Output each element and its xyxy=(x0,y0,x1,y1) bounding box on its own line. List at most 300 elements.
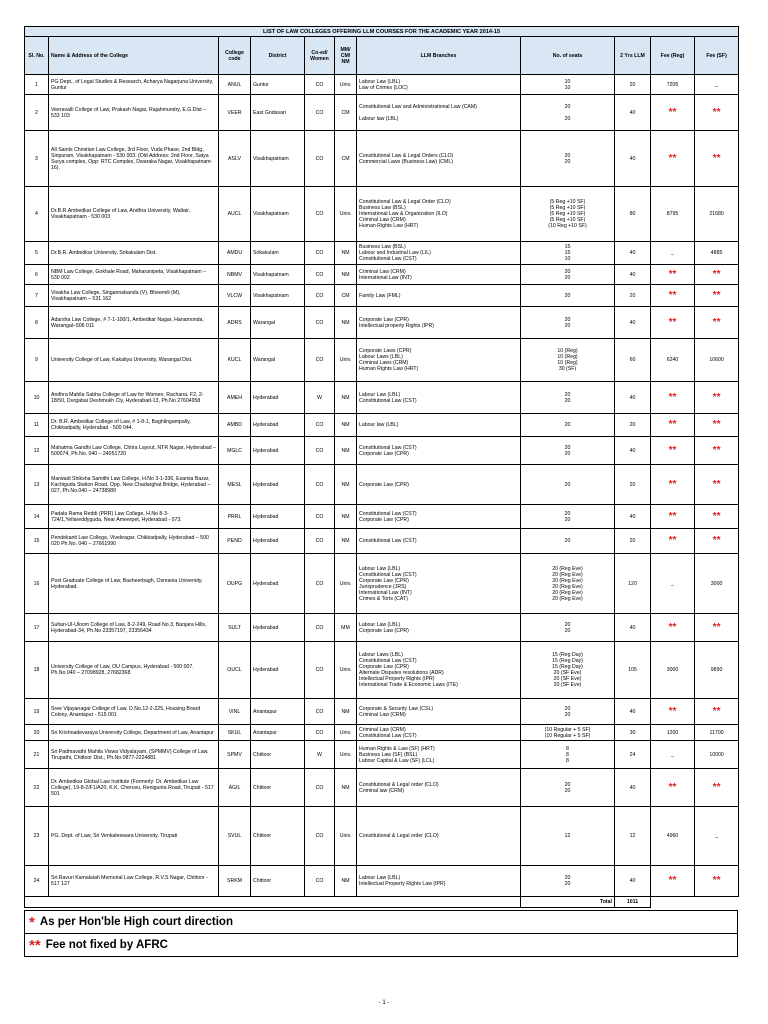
cell-name: University College of Law, Kakatiya University, Warangal Dist. xyxy=(49,339,219,382)
cell-name: University College of Law, OU Campus, Hyderabad - 500 007. Ph.No.040 – 27098928, 27682368 xyxy=(49,642,219,699)
cell-sl: 24 xyxy=(25,866,49,897)
cell-branches xyxy=(357,437,521,465)
llm-branch: Constitutional Law (CST) xyxy=(359,571,417,578)
cell-branches xyxy=(357,95,521,131)
llm-branch: Crimes & Torts (CAT) xyxy=(359,595,408,602)
cell-name: Dr. Ambedkar Global Law Institute (Formerly: Dr. Ambedkar Law College), 19-8-2/F1/A20, K.K. Cheruvu, Renigunta Road, Tirupati - 517 501 xyxy=(49,769,219,807)
legend-double-star xyxy=(24,934,738,957)
cell-yrs: 40 xyxy=(615,505,651,529)
cell-branches xyxy=(357,614,521,642)
seat-count: 20 xyxy=(564,621,571,628)
cell-fee-reg: ** xyxy=(651,95,695,131)
cell-mm: Univ. xyxy=(335,187,357,242)
seat-count: (5 Reg +10 SF) xyxy=(549,199,586,205)
table-row xyxy=(25,725,739,741)
cell-district: Chittoor xyxy=(251,807,305,866)
cell-sl: 14 xyxy=(25,505,49,529)
cell-fee-sf: ** xyxy=(695,769,739,807)
seat-count: 20 (SF Eve) xyxy=(553,676,582,682)
table-body xyxy=(25,75,739,897)
cell-code: PRRL xyxy=(219,505,251,529)
cell-fee-sf: ** xyxy=(695,95,739,131)
seat-count: (5 Reg +10 SF) xyxy=(549,211,586,217)
cell-name: Sri.Ravuri Kamalaiah Memorial Law College, R.V.S Nagar, Chittoor - 517 127 xyxy=(49,866,219,897)
cell-name: Dr.B.R.Ambedkar College of Law, Andhra University, Waltair, Visakhapatnam - 530 003 xyxy=(49,187,219,242)
cell-code: SKUL xyxy=(219,725,251,741)
cell-mm: NM xyxy=(335,437,357,465)
cell-sl: 18 xyxy=(25,642,49,699)
llm-branch: Human Rights Law (HRT) xyxy=(359,223,419,229)
cell-sl: 2 xyxy=(25,95,49,131)
llm-branch: Labour Capital & Law (SF) (LCL) xyxy=(359,757,435,764)
cell-code: KUCL xyxy=(219,339,251,382)
cell-fee-reg: ** xyxy=(651,505,695,529)
cell-yrs: 40 xyxy=(615,95,651,131)
seat-count: 15 xyxy=(564,244,571,250)
cell-seats xyxy=(521,75,615,95)
cell-fee-reg: ** xyxy=(651,414,695,437)
llm-branch: Labour Law (LBL) xyxy=(359,565,401,572)
table-row xyxy=(25,285,739,307)
llm-branch: Law of Crimes (LOC) xyxy=(359,84,408,91)
llm-branch: Constitutional Law (CST) xyxy=(359,732,417,739)
cell-coed: CO xyxy=(305,699,335,725)
cell-seats xyxy=(521,285,615,307)
cell-yrs: 40 xyxy=(615,769,651,807)
cell-name: Padala Rama Reddi (PRR) Law College, H.No 8-3-724/1,Yellareddyguda, Near Ameerpet, Hyderabad - 073. xyxy=(49,505,219,529)
cell-yrs: 80 xyxy=(615,187,651,242)
cell-district: Hyderabad xyxy=(251,414,305,437)
llm-branch: Business Law (BSL) xyxy=(359,244,406,250)
table-row xyxy=(25,529,739,554)
header-name: Name & Address of the College xyxy=(49,37,219,75)
cell-district: Warangal xyxy=(251,339,305,382)
cell-branches xyxy=(357,265,521,285)
table-row xyxy=(25,769,739,807)
cell-name: Sri Krishnadevaraya University College, Department of Law, Anantapur xyxy=(49,725,219,741)
cell-name: Dr. B.R. Ambedkar College of Law, # 1-8-1, Baghlingampally, Chikkadpally, Hyderabad - 500 044. xyxy=(49,414,219,437)
cell-coed: CO xyxy=(305,187,335,242)
cell-mm: Univ. xyxy=(335,339,357,382)
table-row xyxy=(25,131,739,187)
cell-sl: 16 xyxy=(25,554,49,614)
seat-count: 8 xyxy=(566,751,569,758)
cell-fee-sf: ** xyxy=(695,382,739,414)
cell-yrs: 24 xyxy=(615,741,651,769)
cell-coed: CO xyxy=(305,866,335,897)
colleges-table xyxy=(24,26,739,908)
cell-yrs: 40 xyxy=(615,437,651,465)
header-mm: MM/ CM/ NM xyxy=(335,37,357,75)
llm-branch: Criminal Law (CRM) xyxy=(359,726,406,733)
llm-branch: Labour law (LBL) xyxy=(359,115,399,122)
cell-seats xyxy=(521,307,615,339)
header-seats: No. of seats xyxy=(521,37,615,75)
cell-branches xyxy=(357,75,521,95)
cell-branches xyxy=(357,866,521,897)
cell-coed: CO xyxy=(305,465,335,505)
cell-branches xyxy=(357,242,521,265)
table-row xyxy=(25,307,739,339)
cell-seats xyxy=(521,339,615,382)
llm-branch: Labour Laws (LBL) xyxy=(359,652,403,658)
cell-branches xyxy=(357,699,521,725)
header-yrs: 2 Yrs LLM xyxy=(615,37,651,75)
llm-branch: Corporate Laws (CPR) xyxy=(359,348,412,354)
cell-name: PG. Dept. of Law, Sri Venkateswara University, Tirupati xyxy=(49,807,219,866)
cell-fee-reg: ** xyxy=(651,307,695,339)
seat-count: 20 xyxy=(564,627,571,634)
cell-coed: CO xyxy=(305,614,335,642)
llm-branch: Labour and Industrial Law (LIL) xyxy=(359,250,431,256)
seat-count: 20 xyxy=(564,881,571,887)
cell-coed: CO xyxy=(305,769,335,807)
cell-district: Hyderabad xyxy=(251,437,305,465)
cell-branches xyxy=(357,769,521,807)
cell-code: AMEH xyxy=(219,382,251,414)
cell-yrs: 40 xyxy=(615,382,651,414)
cell-fee-sf: _ xyxy=(695,807,739,866)
cell-coed: CO xyxy=(305,131,335,187)
table-row xyxy=(25,187,739,242)
table-row xyxy=(25,265,739,285)
llm-branch: Criminal Law (CRM) xyxy=(359,268,406,275)
cell-yrs: 30 xyxy=(615,725,651,741)
cell-mm: NM xyxy=(335,866,357,897)
llm-branch: Intellectual property Rights (IPR) xyxy=(359,322,434,329)
cell-code: AMDU xyxy=(219,242,251,265)
cell-fee-reg: ** xyxy=(651,285,695,307)
seat-count: 20 (Reg Eve) xyxy=(552,571,583,578)
cell-seats xyxy=(521,465,615,505)
llm-branch: Corporate Law (CPR) xyxy=(359,627,409,634)
llm-branch: Constitutional & Legal order (CLO) xyxy=(359,833,439,839)
cell-fee-sf: ** xyxy=(695,699,739,725)
llm-branch: Constitutional Law (CST) xyxy=(359,658,417,664)
llm-branch: Labour Law (LBL) xyxy=(359,391,401,398)
llm-branch: Labour Laws (LBL) xyxy=(359,354,403,360)
cell-seats xyxy=(521,265,615,285)
cell-branches xyxy=(357,307,521,339)
cell-mm: Univ. xyxy=(335,725,357,741)
table-row xyxy=(25,339,739,382)
total-label: Total xyxy=(521,897,615,908)
seat-count: 20 xyxy=(564,875,571,881)
cell-district: Hyderabad xyxy=(251,614,305,642)
seat-count: 20 (Reg Eve) xyxy=(552,589,583,596)
seat-count: 20 xyxy=(564,538,571,544)
document-sheet xyxy=(24,26,738,957)
cell-name: PG Dept., of Legal Studies & Research, Acharya Nagarjuna University, Guntur xyxy=(49,75,219,95)
cell-yrs: 40 xyxy=(615,307,651,339)
cell-seats xyxy=(521,614,615,642)
cell-name: Post Graduate College of Law, Basheerbagh, Osmania University, Hyderabad. xyxy=(49,554,219,614)
cell-yrs: 20 xyxy=(615,465,651,505)
seat-count: 20 xyxy=(564,422,571,428)
cell-mm: Univ. xyxy=(335,807,357,866)
table-row xyxy=(25,554,739,614)
cell-fee-reg: _ xyxy=(651,554,695,614)
table-row xyxy=(25,614,739,642)
cell-fee-reg: 1200 xyxy=(651,725,695,741)
llm-branch: International Trade & Economic Laws (ITE) xyxy=(359,682,458,688)
cell-mm: Univ. xyxy=(335,741,357,769)
cell-code: VEER xyxy=(219,95,251,131)
seat-count: 20 xyxy=(564,115,571,122)
cell-fee-reg: 3000 xyxy=(651,642,695,699)
cell-code: MESL xyxy=(219,465,251,505)
seat-count: 10 xyxy=(564,84,571,91)
cell-fee-sf: ** xyxy=(695,414,739,437)
cell-branches xyxy=(357,529,521,554)
cell-seats xyxy=(521,131,615,187)
table-row xyxy=(25,642,739,699)
llm-branch: Constitutional Law & Legal Orders (CLO) xyxy=(359,152,454,159)
cell-branches xyxy=(357,807,521,866)
cell-coed: CO xyxy=(305,642,335,699)
cell-mm: NM xyxy=(335,242,357,265)
cell-code: AMBD xyxy=(219,414,251,437)
cell-district: Anantapur xyxy=(251,699,305,725)
page-number: - 1 - xyxy=(378,1000,390,1006)
header-code: College code xyxy=(219,37,251,75)
cell-name: Mahatma Gandhi Law College, Chitra Layout, NTR Nagar, Hyderabad – 500074, Ph.No. 040 – 24051720 xyxy=(49,437,219,465)
cell-district: Hyderabad xyxy=(251,382,305,414)
llm-branch: Criminal Law (CRM) xyxy=(359,217,406,223)
table-row xyxy=(25,437,739,465)
legend-mark: ** xyxy=(29,936,41,954)
cell-name: All Saints Christian Law College, 3rd Floor, Vuda Phase, 2nd Bldg, Siripuram, Visakhapatnam - 530 003. (Old Address: 2nd Floor, Satya Surya complex, Opp: RTC Complex, Dwaraka Nagar, Visakhapatnam-16). xyxy=(49,131,219,187)
cell-yrs: 20 xyxy=(615,414,651,437)
cell-mm: NM xyxy=(335,265,357,285)
llm-branch: Criminal Laws (CRM) xyxy=(359,360,409,366)
seat-count: 8 xyxy=(566,757,569,764)
cell-coed: CO xyxy=(305,807,335,866)
seat-count: (5 Reg +10 SF) xyxy=(549,205,586,211)
cell-mm: NM xyxy=(335,307,357,339)
llm-branch: Corporate Law (CPR) xyxy=(359,481,409,488)
seat-count: 10 xyxy=(564,78,571,85)
cell-branches xyxy=(357,642,521,699)
cell-coed: CO xyxy=(305,725,335,741)
cell-mm: Univ. xyxy=(335,554,357,614)
seat-count: (10 Regular + 5 SF) xyxy=(544,732,591,739)
header-fee-sf: Fee (SF) xyxy=(695,37,739,75)
cell-fee-reg: 4960 xyxy=(651,807,695,866)
cell-code: AUCL xyxy=(219,187,251,242)
cell-coed: CO xyxy=(305,242,335,265)
seat-count: 20 (Reg Eve) xyxy=(552,595,583,602)
cell-coed: CO xyxy=(305,414,335,437)
llm-branch: Constitutional Law (CST) xyxy=(359,510,417,517)
llm-branch: Business Law (BSL) xyxy=(359,205,406,211)
cell-fee-sf: ** xyxy=(695,866,739,897)
cell-district: Hyderabad xyxy=(251,529,305,554)
llm-branch: Constitutional Law & Legal Order (CLO) xyxy=(359,199,451,205)
cell-coed: CO xyxy=(305,265,335,285)
header-district: District xyxy=(251,37,305,75)
cell-coed: W xyxy=(305,741,335,769)
llm-branch: Constitutional Law (CST) xyxy=(359,397,417,404)
cell-yrs: 40 xyxy=(615,614,651,642)
cell-mm: NM xyxy=(335,414,357,437)
cell-fee-reg: _ xyxy=(651,242,695,265)
legend-mark: * xyxy=(29,913,35,931)
cell-district: Srikakulam xyxy=(251,242,305,265)
cell-name: NBM Law College, Gokhale Road, Maharanipeta, Visakhapatnam – 530 002 xyxy=(49,265,219,285)
cell-code: SULT xyxy=(219,614,251,642)
cell-mm: Univ. xyxy=(335,642,357,699)
cell-sl: 21 xyxy=(25,741,49,769)
legend-text: As per Hon'ble High court direction xyxy=(39,916,233,928)
seat-count: 20 (SF Eve) xyxy=(553,682,582,688)
cell-coed: CO xyxy=(305,529,335,554)
llm-branch: Criminal law (CRM) xyxy=(359,787,404,794)
cell-seats xyxy=(521,554,615,614)
cell-sl: 4 xyxy=(25,187,49,242)
cell-yrs: 120 xyxy=(615,554,651,614)
cell-fee-sf: 10600 xyxy=(695,339,739,382)
cell-seats xyxy=(521,505,615,529)
legend-text: Fee not fixed by AFRC xyxy=(45,939,168,951)
cell-fee-reg: 6240 xyxy=(651,339,695,382)
cell-coed: CO xyxy=(305,505,335,529)
table-row xyxy=(25,741,739,769)
cell-code: SPMV xyxy=(219,741,251,769)
cell-seats xyxy=(521,242,615,265)
cell-coed: CO xyxy=(305,307,335,339)
cell-district: Visakhapatnam xyxy=(251,131,305,187)
llm-branch: International Law & Organization (ILO) xyxy=(359,211,448,217)
cell-district: Anantapur xyxy=(251,725,305,741)
cell-code: OUCL xyxy=(219,642,251,699)
cell-code: NBMV xyxy=(219,265,251,285)
cell-fee-sf: 11700 xyxy=(695,725,739,741)
header-llm: LLM Branches xyxy=(357,37,521,75)
cell-fee-reg: ** xyxy=(651,382,695,414)
seat-count: 20 xyxy=(564,274,571,281)
cell-fee-sf: ** xyxy=(695,529,739,554)
cell-fee-sf: ** xyxy=(695,307,739,339)
seat-count: 12 xyxy=(564,833,571,839)
table-row xyxy=(25,699,739,725)
cell-name: Veeravalli College of Law, Prakash Nagar, Rajahmundry, E.G.Dist – 533 103 xyxy=(49,95,219,131)
cell-sl: 1 xyxy=(25,75,49,95)
seat-count: 20 xyxy=(564,781,571,788)
cell-fee-sf: 10000 xyxy=(695,741,739,769)
cell-seats xyxy=(521,382,615,414)
seat-count: 20 xyxy=(564,516,571,523)
table-row xyxy=(25,382,739,414)
cell-fee-sf: 4885 xyxy=(695,242,739,265)
cell-district: Visakhapatnam xyxy=(251,265,305,285)
cell-mm: NM xyxy=(335,465,357,505)
llm-branch: International Law (INT) xyxy=(359,274,412,281)
cell-sl: 9 xyxy=(25,339,49,382)
cell-branches xyxy=(357,554,521,614)
cell-fee-reg: ** xyxy=(651,465,695,505)
seat-count: 20 xyxy=(564,444,571,451)
cell-code: ADRS xyxy=(219,307,251,339)
cell-mm: NM xyxy=(335,529,357,554)
seat-count: 10 (Reg) xyxy=(557,360,578,366)
seat-count: 20 xyxy=(564,268,571,275)
cell-yrs: 12 xyxy=(615,807,651,866)
cell-district: Hyderabad xyxy=(251,465,305,505)
cell-seats xyxy=(521,741,615,769)
cell-name: Sree Vijayanagar College of Law, D.No.12-2-225, Housing Board Colony, Anantapur - 515 001 xyxy=(49,699,219,725)
cell-yrs: 20 xyxy=(615,529,651,554)
seat-count: 30 (SF) xyxy=(558,366,577,372)
seat-count: 8 xyxy=(566,745,569,752)
llm-branch: Criminal Law (CRM) xyxy=(359,711,406,718)
cell-seats xyxy=(521,187,615,242)
cell-seats xyxy=(521,95,615,131)
cell-sl: 23 xyxy=(25,807,49,866)
cell-sl: 12 xyxy=(25,437,49,465)
cell-fee-sf: ** xyxy=(695,437,739,465)
cell-mm: CM xyxy=(335,285,357,307)
llm-branch: Corporate Law (CPR) xyxy=(359,450,409,457)
cell-yrs: 105 xyxy=(615,642,651,699)
cell-district: East Godavari xyxy=(251,95,305,131)
llm-branch: Constitutional Law (CST) xyxy=(359,256,417,262)
cell-mm: NM xyxy=(335,699,357,725)
seat-count: 20 (SF Eve) xyxy=(553,670,582,676)
cell-branches xyxy=(357,741,521,769)
cell-coed: CO xyxy=(305,95,335,131)
cell-branches xyxy=(357,465,521,505)
seat-count: 20 xyxy=(564,481,571,488)
cell-seats xyxy=(521,437,615,465)
cell-yrs: 40 xyxy=(615,866,651,897)
cell-mm: CM xyxy=(335,95,357,131)
header-fee-reg: Fee (Reg) xyxy=(651,37,695,75)
cell-fee-sf: ** xyxy=(695,131,739,187)
cell-coed: CO xyxy=(305,285,335,307)
llm-branch: International Law (INT) xyxy=(359,589,412,596)
total-value: 1011 xyxy=(615,897,651,908)
cell-sl: 11 xyxy=(25,414,49,437)
llm-branch: Human Rights & Law (SF) (HRT) xyxy=(359,745,435,752)
cell-sl: 15 xyxy=(25,529,49,554)
seat-count: 20 xyxy=(564,103,571,110)
cell-sl: 3 xyxy=(25,131,49,187)
cell-yrs: 60 xyxy=(615,339,651,382)
cell-yrs: 20 xyxy=(615,75,651,95)
cell-sl: 5 xyxy=(25,242,49,265)
cell-seats xyxy=(521,414,615,437)
cell-branches xyxy=(357,505,521,529)
llm-branch: Corporate Law (CPR) xyxy=(359,516,409,523)
cell-mm: NM xyxy=(335,769,357,807)
cell-branches xyxy=(357,131,521,187)
table-row xyxy=(25,242,739,265)
cell-sl: 8 xyxy=(25,307,49,339)
cell-name: Visakha Law College, Singannabanda (V), Bheemili (M), Visakhapatnam – 531 162 xyxy=(49,285,219,307)
cell-district: Hyderabad xyxy=(251,642,305,699)
legend-single-star xyxy=(24,910,738,934)
cell-seats xyxy=(521,769,615,807)
seat-count: 20 xyxy=(564,510,571,517)
cell-sl: 20 xyxy=(25,725,49,741)
cell-fee-reg: ** xyxy=(651,131,695,187)
seat-count: 20 xyxy=(564,450,571,457)
cell-mm: CM xyxy=(335,131,357,187)
cell-fee-reg: ** xyxy=(651,265,695,285)
seat-count: (10 Regular + 5 SF) xyxy=(544,726,591,733)
table-row xyxy=(25,95,739,131)
